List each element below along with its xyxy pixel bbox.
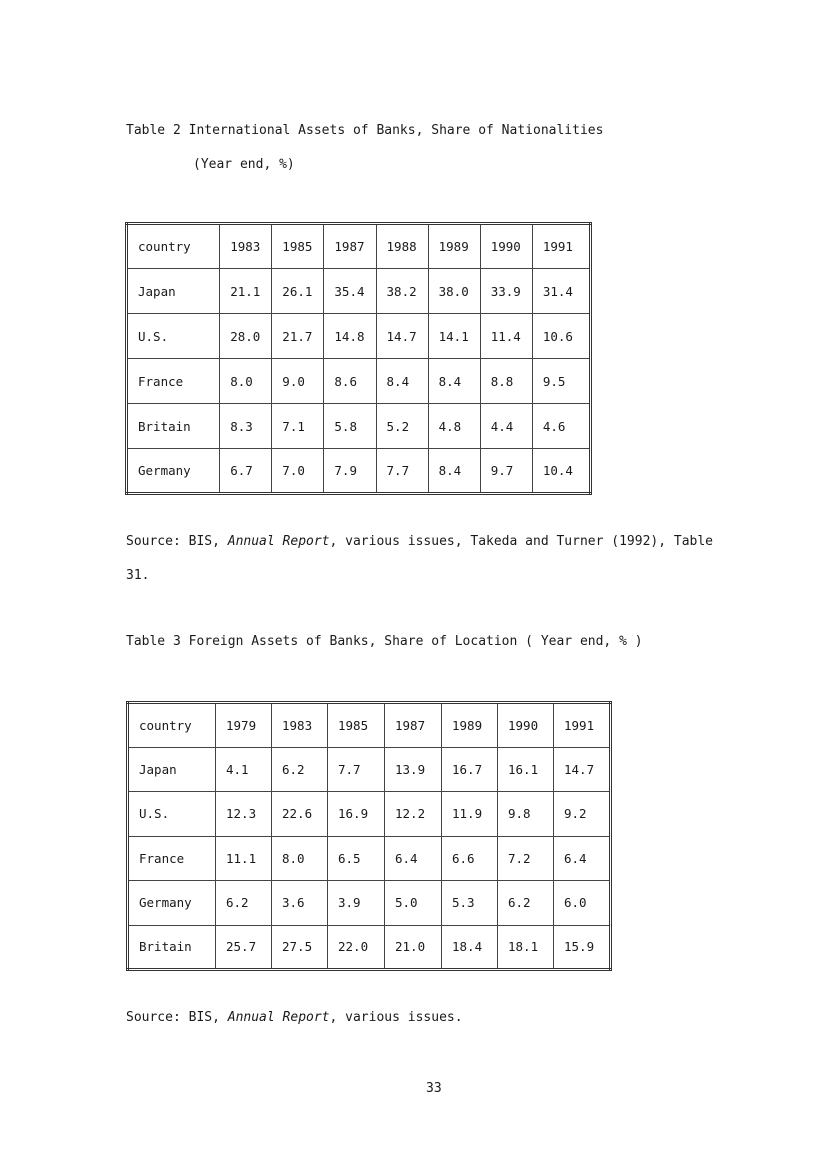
country-cell: Japan xyxy=(128,747,216,792)
value-cell: 8.0 xyxy=(220,359,272,404)
table2-source xyxy=(126,534,713,549)
value-cell: 12.3 xyxy=(216,792,272,837)
table-row xyxy=(127,449,591,494)
value-cell: 4.6 xyxy=(532,404,590,449)
table-row xyxy=(128,881,611,926)
header-cell: 1990 xyxy=(480,224,532,269)
value-cell: 21.0 xyxy=(385,925,442,970)
value-cell: 26.1 xyxy=(272,269,324,314)
value-cell: 3.6 xyxy=(272,881,328,926)
value-cell: 6.0 xyxy=(554,881,611,926)
value-cell: 4.1 xyxy=(216,747,272,792)
table-row xyxy=(127,359,591,404)
value-cell: 11.9 xyxy=(442,792,498,837)
header-cell: 1987 xyxy=(385,703,442,748)
value-cell: 7.7 xyxy=(328,747,385,792)
value-cell: 5.8 xyxy=(324,404,376,449)
table3 xyxy=(126,701,612,971)
country-cell: Germany xyxy=(128,881,216,926)
country-cell: France xyxy=(127,359,220,404)
value-cell: 5.3 xyxy=(442,881,498,926)
table2-caption: Table 2 International Assets of Banks, Share of Nationalities xyxy=(126,123,604,138)
value-cell: 8.8 xyxy=(480,359,532,404)
header-cell: 1987 xyxy=(324,224,376,269)
country-cell: Japan xyxy=(127,269,220,314)
value-cell: 6.2 xyxy=(272,747,328,792)
header-cell: 1991 xyxy=(532,224,590,269)
value-cell: 28.0 xyxy=(220,314,272,359)
source-prefix: Source: BIS, xyxy=(126,1010,228,1025)
value-cell: 7.0 xyxy=(272,449,324,494)
value-cell: 8.6 xyxy=(324,359,376,404)
header-cell: 1989 xyxy=(428,224,480,269)
value-cell: 18.4 xyxy=(442,925,498,970)
value-cell: 8.3 xyxy=(220,404,272,449)
value-cell: 22.0 xyxy=(328,925,385,970)
value-cell: 22.6 xyxy=(272,792,328,837)
header-cell: 1989 xyxy=(442,703,498,748)
header-cell: 1990 xyxy=(498,703,554,748)
value-cell: 8.4 xyxy=(376,359,428,404)
value-cell: 35.4 xyxy=(324,269,376,314)
value-cell: 21.1 xyxy=(220,269,272,314)
value-cell: 25.7 xyxy=(216,925,272,970)
table2-source-line2: 31. xyxy=(126,568,150,583)
country-cell: U.S. xyxy=(127,314,220,359)
country-cell: U.S. xyxy=(128,792,216,837)
page-number: 33 xyxy=(426,1081,442,1096)
country-cell: Germany xyxy=(127,449,220,494)
header-cell: country xyxy=(127,224,220,269)
value-cell: 27.5 xyxy=(272,925,328,970)
table-row xyxy=(127,269,591,314)
table-row xyxy=(127,404,591,449)
table2 xyxy=(125,222,592,495)
value-cell: 7.2 xyxy=(498,836,554,881)
header-cell: 1985 xyxy=(272,224,324,269)
table3-source xyxy=(126,1010,463,1025)
value-cell: 31.4 xyxy=(532,269,590,314)
header-cell: 1983 xyxy=(272,703,328,748)
value-cell: 9.7 xyxy=(480,449,532,494)
country-cell: Britain xyxy=(128,925,216,970)
value-cell: 13.9 xyxy=(385,747,442,792)
country-cell: Britain xyxy=(127,404,220,449)
header-cell: 1985 xyxy=(328,703,385,748)
value-cell: 9.5 xyxy=(532,359,590,404)
value-cell: 21.7 xyxy=(272,314,324,359)
value-cell: 9.8 xyxy=(498,792,554,837)
header-cell: 1983 xyxy=(220,224,272,269)
table-row xyxy=(128,792,611,837)
value-cell: 9.0 xyxy=(272,359,324,404)
value-cell: 33.9 xyxy=(480,269,532,314)
value-cell: 4.4 xyxy=(480,404,532,449)
value-cell: 6.6 xyxy=(442,836,498,881)
value-cell: 12.2 xyxy=(385,792,442,837)
value-cell: 6.4 xyxy=(385,836,442,881)
value-cell: 14.1 xyxy=(428,314,480,359)
table-row xyxy=(128,925,611,970)
header-cell: country xyxy=(128,703,216,748)
value-cell: 11.4 xyxy=(480,314,532,359)
source-suffix: , various issues. xyxy=(329,1010,463,1025)
value-cell: 8.4 xyxy=(428,449,480,494)
value-cell: 6.5 xyxy=(328,836,385,881)
source-prefix: Source: BIS, xyxy=(126,534,228,549)
value-cell: 38.0 xyxy=(428,269,480,314)
source-suffix: , various issues, Takeda and Turner (1992), Table xyxy=(329,534,714,549)
table3-caption: Table 3 Foreign Assets of Banks, Share of Location ( Year end, % ) xyxy=(126,634,643,649)
header-cell: 1991 xyxy=(554,703,611,748)
header-cell: 1979 xyxy=(216,703,272,748)
value-cell: 14.8 xyxy=(324,314,376,359)
value-cell: 7.7 xyxy=(376,449,428,494)
table-row xyxy=(127,314,591,359)
value-cell: 7.9 xyxy=(324,449,376,494)
value-cell: 11.1 xyxy=(216,836,272,881)
value-cell: 8.0 xyxy=(272,836,328,881)
value-cell: 14.7 xyxy=(376,314,428,359)
value-cell: 14.7 xyxy=(554,747,611,792)
header-cell: 1988 xyxy=(376,224,428,269)
table-row xyxy=(128,836,611,881)
value-cell: 7.1 xyxy=(272,404,324,449)
table-row xyxy=(128,747,611,792)
value-cell: 8.4 xyxy=(428,359,480,404)
value-cell: 3.9 xyxy=(328,881,385,926)
source-italic: Annual Report xyxy=(227,534,330,549)
value-cell: 6.2 xyxy=(498,881,554,926)
country-cell: France xyxy=(128,836,216,881)
value-cell: 5.2 xyxy=(376,404,428,449)
value-cell: 16.9 xyxy=(328,792,385,837)
value-cell: 38.2 xyxy=(376,269,428,314)
value-cell: 18.1 xyxy=(498,925,554,970)
value-cell: 15.9 xyxy=(554,925,611,970)
value-cell: 4.8 xyxy=(428,404,480,449)
value-cell: 6.7 xyxy=(220,449,272,494)
table2-subcaption: (Year end, %) xyxy=(193,157,295,172)
value-cell: 16.7 xyxy=(442,747,498,792)
value-cell: 6.4 xyxy=(554,836,611,881)
source-italic: Annual Report xyxy=(227,1010,330,1025)
value-cell: 5.0 xyxy=(385,881,442,926)
value-cell: 16.1 xyxy=(498,747,554,792)
header-row xyxy=(127,224,591,269)
value-cell: 10.4 xyxy=(532,449,590,494)
header-row xyxy=(128,703,611,748)
value-cell: 9.2 xyxy=(554,792,611,837)
value-cell: 6.2 xyxy=(216,881,272,926)
value-cell: 10.6 xyxy=(532,314,590,359)
